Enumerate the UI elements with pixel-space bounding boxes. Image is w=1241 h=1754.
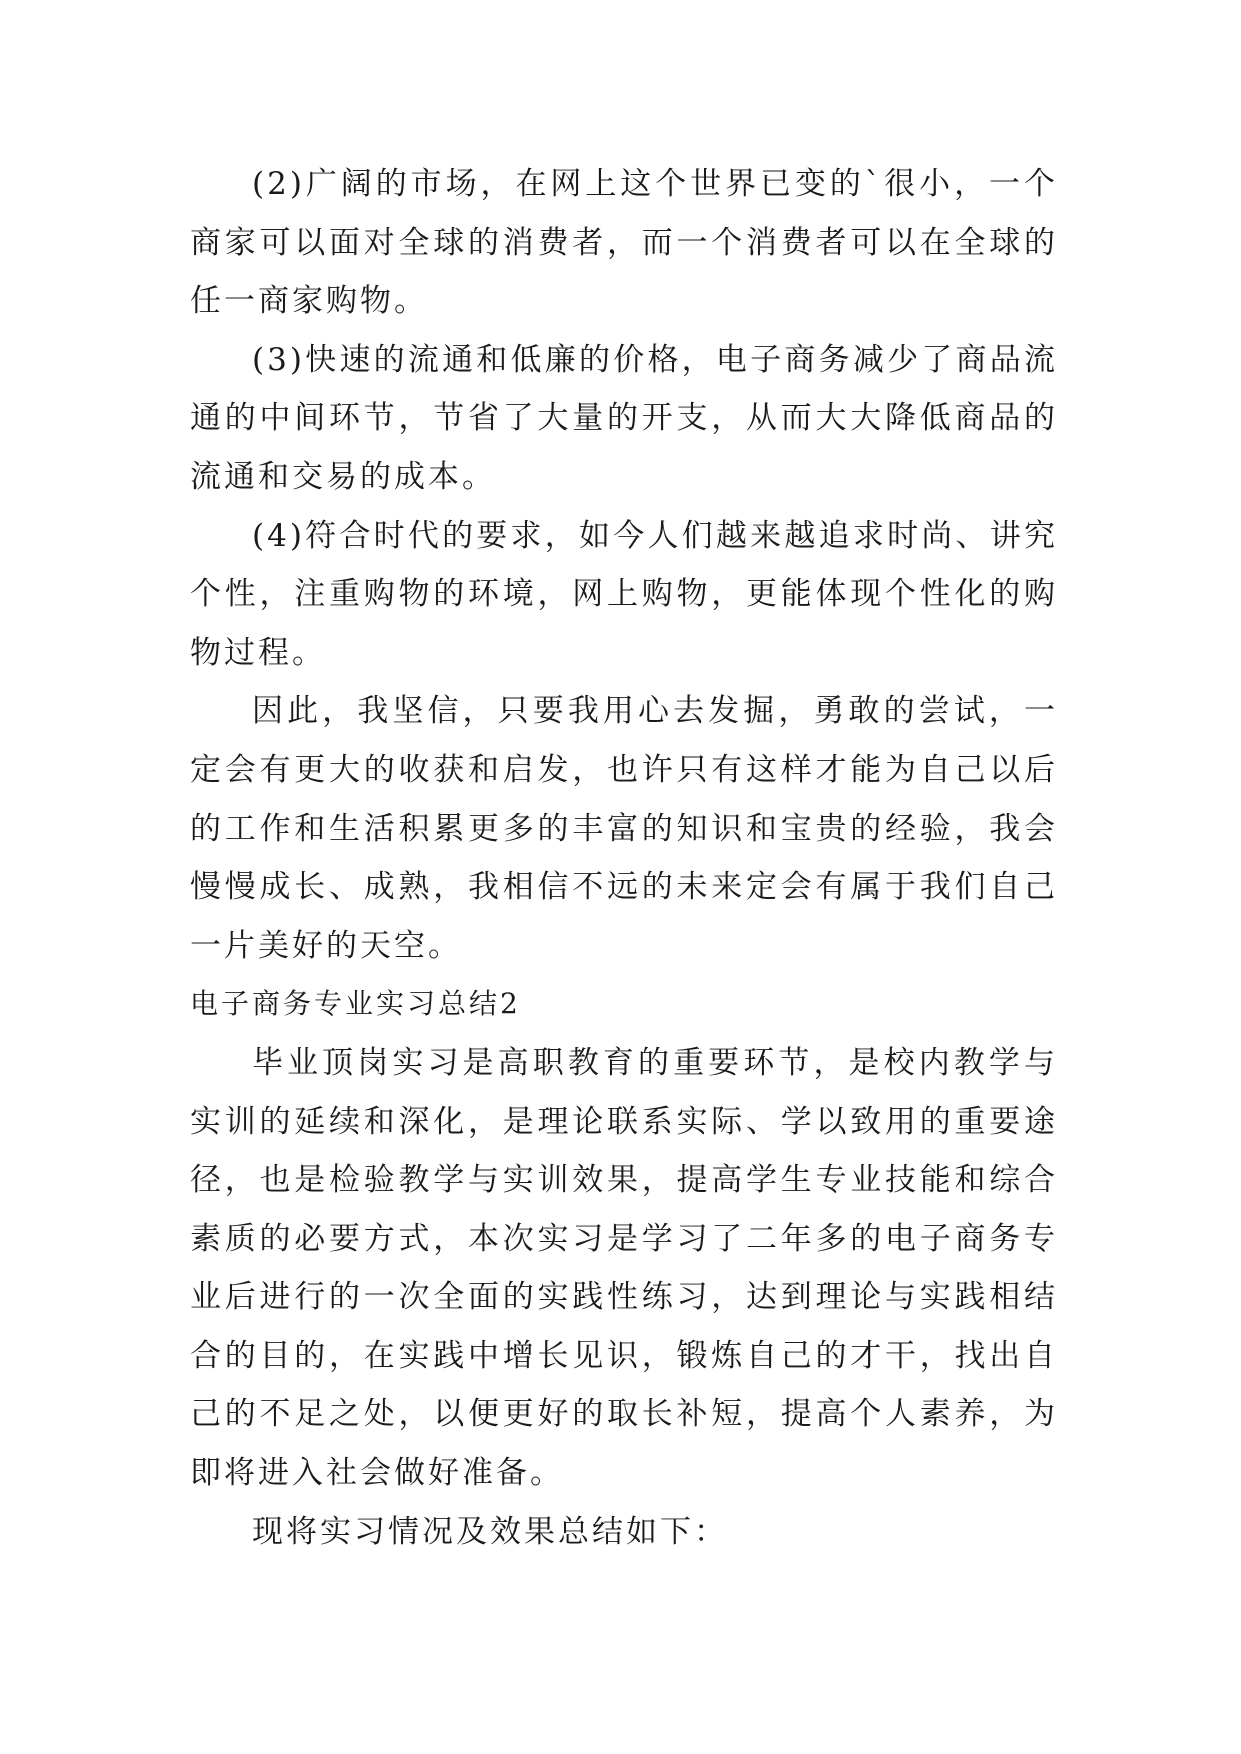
document-page bbox=[190, 155, 1058, 1561]
paragraph-market: (2)广阔的市场，在网上这个世界已变的`很小，一个商家可以面对全球的消费者，而一个消费者可以在全球的任一商家购物。 bbox=[190, 166, 1058, 320]
section-heading: 电子商务专业实习总结2 bbox=[190, 987, 521, 1021]
paragraph-era-requirements: (4)符合时代的要求，如今人们越来越追求时尚、讲究个性，注重购物的环境，网上购物，更能体现个性化的购物过程。 bbox=[190, 517, 1058, 671]
paragraph-internship-intro: 毕业顶岗实习是高职教育的重要环节，是校内教学与实训的延续和深化，是理论联系实际、学以致用的重要途径，也是检验教学与实训效果，提高学生专业技能和综合素质的必要方式，本次实习是学习了二年多的电子商务专业后进行的一次全面的实践性练习，达到理论与实践相结合的目的，在实践中增长见识，锻炼自己的才干，找出自己的不足之处，以便更好的取长补短，提高个人素养，为即将进入社会做好准备。 bbox=[190, 1044, 1058, 1492]
paragraph-circulation: (3)快速的流通和低廉的价格，电子商务减少了商品流通的中间环节，节省了大量的开支，从而大大降低商品的流通和交易的成本。 bbox=[190, 341, 1058, 495]
paragraph-conclusion: 因此，我坚信，只要我用心去发掘，勇敢的尝试，一定会有更大的收获和启发，也许只有这样才能为自己以后的工作和生活积累更多的丰富的知识和宝贵的经验，我会慢慢成长、成熟，我相信不远的未来定会有属于我们自己一片美好的天空。 bbox=[190, 693, 1058, 964]
paragraph-summary-lead: 现将实习情况及效果总结如下： bbox=[252, 1513, 728, 1550]
